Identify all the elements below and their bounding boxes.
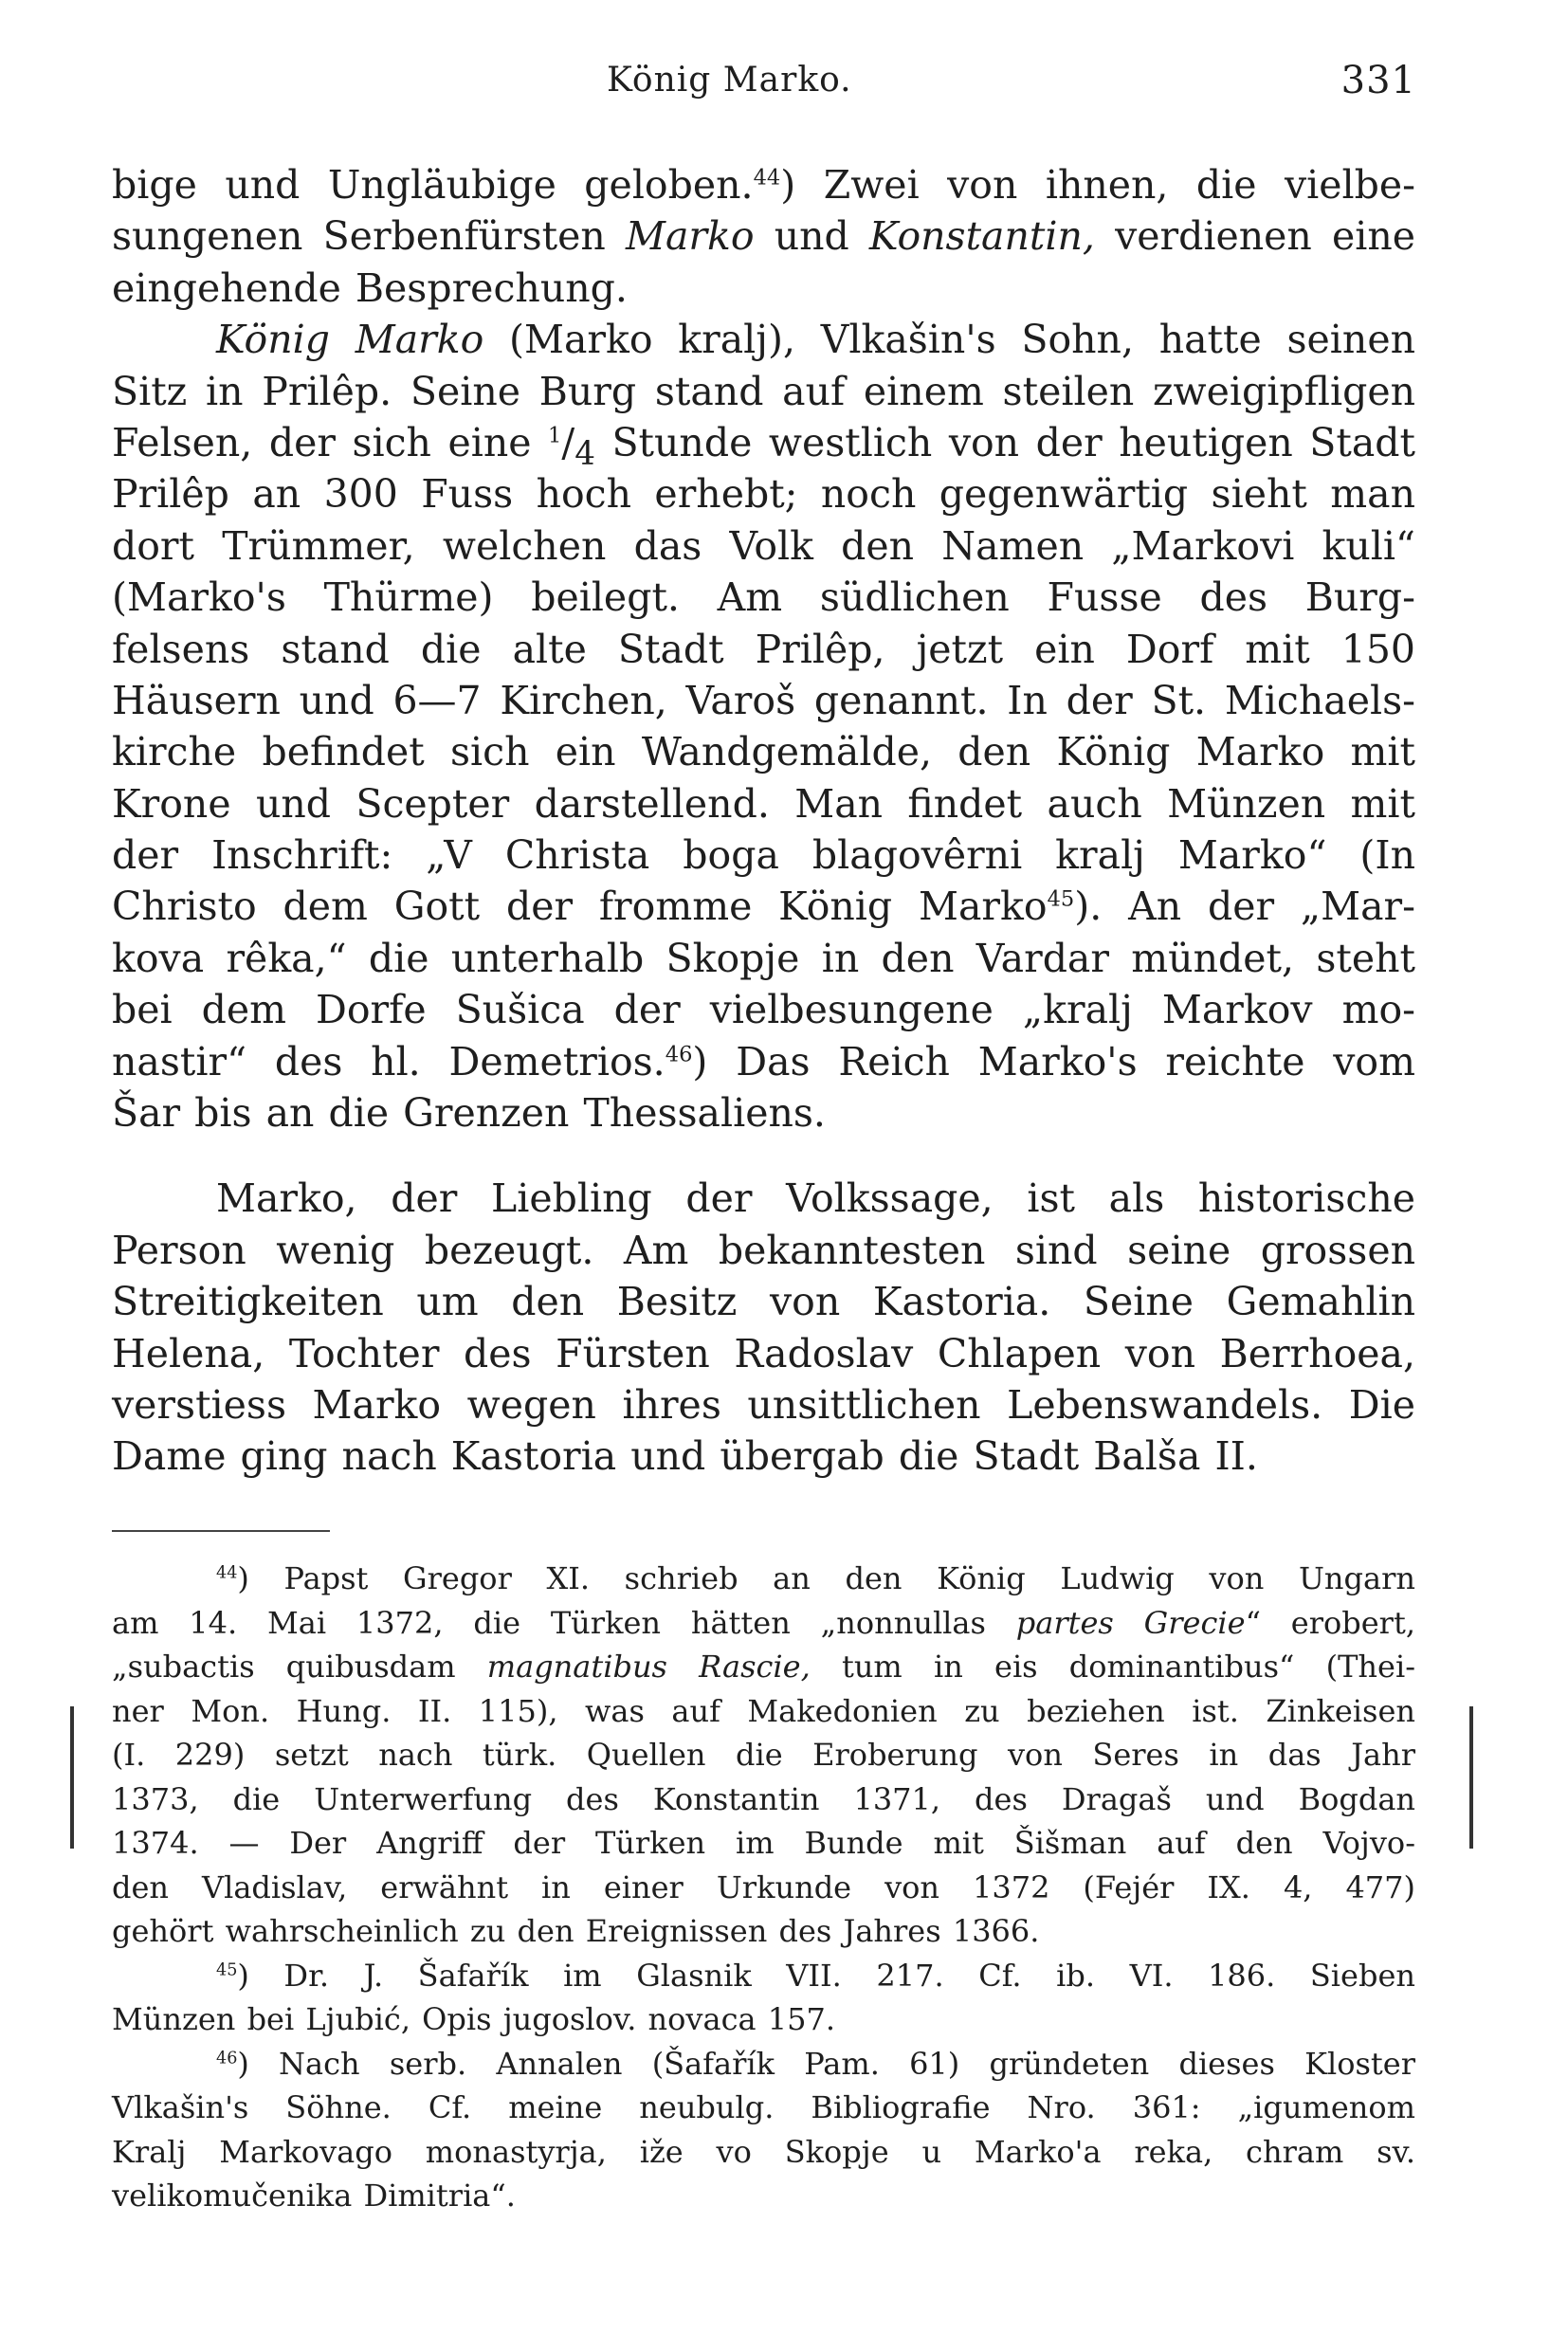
margin-annotation-mark (70, 1706, 74, 1849)
text-line: König Marko (Marko kralj), Vlkašin's Sohn, hatte seinen (216, 317, 1415, 363)
text-line: Prilêp an 300 Fuss hoch erhebt; noch gegenwärtig sieht man (112, 471, 1415, 518)
text-line: (Marko's Thürme) beilegt. Am südlichen Fusse des Burg- (112, 574, 1415, 621)
text-line: Krone und Scepter darstellend. Man findet auch Münzen mit (112, 780, 1415, 827)
footnote-line: ner Mon. Hung. II. 115), was auf Makedonien zu beziehen ist. Zinkeisen (112, 1692, 1415, 1729)
footnote-line: $^{44}$) Papst Gregor XI. schrieb an den König Ludwig von Ungarn (216, 1560, 1415, 1596)
text-line: nastir“ des hl. Demetrios.$^{46}$) Das Reich Marko's reichte vom (112, 1038, 1415, 1084)
footnote-line: (I. 229) setzt nach türk. Quellen die Eroberung von Seres in das Jahr (112, 1737, 1415, 1773)
text-line: eingehende Besprechung. (112, 264, 628, 311)
text-line: Marko, der Liebling der Volkssage, ist als historische (216, 1176, 1415, 1222)
text-line: Sitz in Prilêp. Seine Burg stand auf einem steilen zweigipfligen (112, 368, 1415, 414)
footnote-line: Vlkašin's Söhne. Cf. meine neubulg. Bibliografie Nro. 361: „igumenom (112, 2089, 1415, 2125)
margin-annotation-mark (1469, 1706, 1473, 1849)
running-head (0, 55, 1568, 112)
text-line: bige und Ungläubige geloben.$^{44}$) Zwei von ihnen, die vielbe- (112, 162, 1416, 208)
text-line: Helena, Tochter des Fürsten Radoslav Chlapen von Berrhoea, (112, 1330, 1415, 1376)
footnote-line: Kralj Markovago monastyrja, iže vo Skopje u Marko'a reka, chram sv. (112, 2133, 1415, 2170)
text-line: felsens stand die alte Stadt Prilêp, jetzt ein Dorf mit 150 (112, 626, 1415, 672)
text-line: kova rêka,“ die unterhalb Skopje in den Vardar mündet, steht (112, 935, 1415, 981)
text-line: verstiess Marko wegen ihres unsittlichen Lebenswandels. Die (112, 1381, 1415, 1428)
text-line: Felsen, der sich eine $^1/_4$ Stunde westlich von der heutigen Stadt (112, 419, 1416, 474)
running-title: König Marko. (607, 61, 852, 100)
page-number: 331 (1340, 59, 1416, 102)
footnote-line: $^{46}$) Nach serb. Annalen (Šafařík Pam. 61) gründeten dieses Kloster (216, 2045, 1415, 2082)
footnote-line: den Vladislav, erwähnt in einer Urkunde von 1372 (Fejér IX. 4, 477) (112, 1868, 1415, 1905)
text-line: Šar bis an die Grenzen Thessaliens. (112, 1090, 826, 1137)
text-line: Dame ging nach Kastoria und übergab die Stadt Balša II. (112, 1433, 1258, 1480)
footnote-line: Münzen bei Ljubić, Opis jugoslov. novaca 157. (112, 2001, 835, 2037)
text-line: bei dem Dorfe Sušica der vielbesungene „kralj Markov mo- (112, 987, 1415, 1033)
footnote-separator (112, 1530, 330, 1532)
paragraph-gap (112, 1139, 1415, 1173)
text-line: kirche befindet sich ein Wandgemälde, den König Marko mit (112, 729, 1415, 775)
text-line: sungenen Serbenfürsten Marko und Konstantin, verdienen eine (112, 213, 1416, 260)
footnote-line: gehört wahrscheinlich zu den Ereignissen des Jahres 1366. (112, 1913, 1040, 1949)
text-line: dort Trümmer, welchen das Volk den Namen „Markovi kuli“ (112, 522, 1415, 569)
text-line: Streitigkeiten um den Besitz von Kastoria. Seine Gemahlin (112, 1279, 1415, 1325)
text-line: Christo dem Gott der fromme König Marko$^{45}$). An der „Mar- (112, 884, 1415, 930)
main-text (112, 159, 1415, 1483)
text-line: Person wenig bezeugt. Am bekanntesten sind seine grossen (112, 1227, 1415, 1273)
footnote-line: „subactis quibusdam magnatibus Rascie, tum in eis dominantibus“ (Thei- (112, 1649, 1416, 1685)
footnote-line: am 14. Mai 1372, die Türken hätten „nonnullas partes Grecie“ erobert, (112, 1604, 1416, 1641)
footnote-line: 1374. — Der Angriff der Türken im Bunde mit Šišman auf den Vojvo- (112, 1825, 1415, 1861)
footnote-line: $^{45}$) Dr. J. Šafařík im Glasnik VII. 217. Cf. ib. VI. 186. Sieben (216, 1957, 1415, 1994)
text-line: Häusern und 6—7 Kirchen, Varoš genannt. In der St. Michaels- (112, 677, 1415, 723)
footnotes (112, 1557, 1415, 2218)
footnote-line: velikomučenika Dimitria“. (112, 2178, 516, 2214)
footnote-line: 1373, die Unterwerfung des Konstantin 1371, des Dragaš und Bogdan (112, 1780, 1415, 1817)
text-line: der Inschrift: „V Christa boga blagovêrni kralj Marko“ (In (112, 832, 1415, 879)
